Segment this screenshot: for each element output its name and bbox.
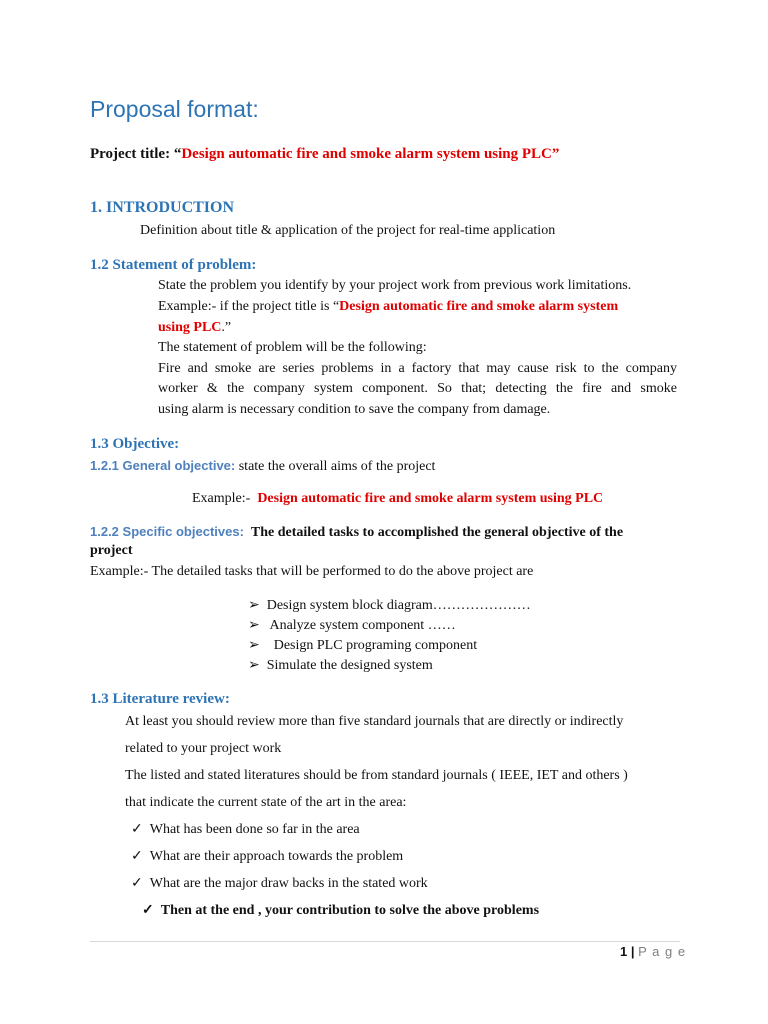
objective-example-line [192, 491, 603, 507]
general-objective-line [90, 458, 435, 475]
checkmark-icon: ✓ [131, 822, 143, 837]
page-title: Proposal format: [90, 96, 259, 122]
section-heading-introduction: 1. INTRODUCTION [90, 199, 235, 216]
statement-para-1: Fire and smoke are series problems in a factory that may cause risk to the company [158, 361, 677, 376]
objective-example-label: Example:- [192, 491, 251, 506]
page-footer [620, 944, 686, 959]
literature-line-2: related to your project work [125, 741, 282, 756]
literature-line-1: At least you should review more than five standard journals that are directly or indirectly [125, 714, 624, 729]
specific-objective-example: Example:- The detailed tasks that will be performed to do the above project are [90, 564, 534, 579]
section-heading-literature: 1.3 Literature review: [90, 691, 230, 707]
list-item: ➢ Design PLC programing component [248, 638, 478, 653]
list-item: ➢ Simulate the designed system [248, 658, 433, 673]
arrow-bullet-icon: ➢ [248, 598, 260, 613]
specific-objective-text-2: project [90, 543, 133, 558]
arrow-bullet-icon: ➢ [248, 638, 260, 653]
footer-divider [90, 941, 680, 942]
page-separator: | [627, 944, 639, 959]
introduction-text: Definition about title & application of the project for real-time application [140, 223, 556, 238]
checkmark-icon: ✓ [131, 876, 143, 891]
statement-line-3: The statement of problem will be the following: [158, 340, 427, 355]
general-objective-text: state the overall aims of the project [235, 459, 436, 474]
arrow-bullet-icon: ➢ [248, 618, 260, 633]
section-heading-objective: 1.3 Objective: [90, 436, 180, 452]
list-item: ➢ Design system block diagram………………… [248, 598, 531, 613]
literature-line-3: The listed and stated literatures should be from standard journals ( IEEE, IET and others ) [125, 768, 628, 783]
statement-example-line-2 [158, 320, 231, 336]
checkmark-icon: ✓ [142, 903, 154, 918]
list-item: ➢ Analyze system component …… [248, 618, 456, 633]
specific-objective-line [90, 524, 623, 541]
statement-example-title-2: using PLC [158, 320, 222, 335]
list-item: ✓ What has been done so far in the area [131, 822, 360, 837]
statement-example-line [158, 299, 618, 315]
arrow-bullet-icon: ➢ [248, 658, 260, 673]
specific-objective-label: 1.2.2 Specific objectives: [90, 524, 244, 539]
objective-example-title: Design automatic fire and smoke alarm system using PLC [257, 491, 604, 506]
statement-example-suffix: .” [221, 320, 232, 335]
checkmark-icon: ✓ [131, 849, 143, 864]
statement-example-title-1: Design automatic fire and smoke alarm system [339, 299, 619, 314]
literature-line-4: that indicate the current state of the art in the area: [125, 795, 407, 810]
project-title-line [90, 146, 559, 163]
list-item: ✓ What are the major draw backs in the stated work [131, 876, 428, 891]
list-item: ✓ What are their approach towards the problem [131, 849, 404, 864]
statement-para-3: using alarm is necessary condition to save the company from damage. [158, 402, 551, 417]
list-item: ✓ Then at the end , your contribution to solve the above problems [142, 903, 540, 918]
project-title-value: Design automatic fire and smoke alarm system using PLC” [181, 146, 560, 162]
section-heading-statement: 1.2 Statement of problem: [90, 257, 257, 273]
general-objective-label: 1.2.1 General objective: [90, 458, 236, 473]
statement-para-2: worker & the company system component. So that; detecting the fire and smoke [158, 381, 677, 396]
specific-objective-text: The detailed tasks to accomplished the general objective of the [250, 525, 624, 540]
statement-example-prefix: Example:- if the project title is “ [158, 299, 340, 314]
statement-line-1: State the problem you identify by your project work from previous work limitations. [158, 278, 632, 293]
page-number: 1 [620, 944, 628, 959]
project-title-label: Project title: “ [90, 146, 182, 162]
page-word: P a g e [638, 944, 687, 959]
